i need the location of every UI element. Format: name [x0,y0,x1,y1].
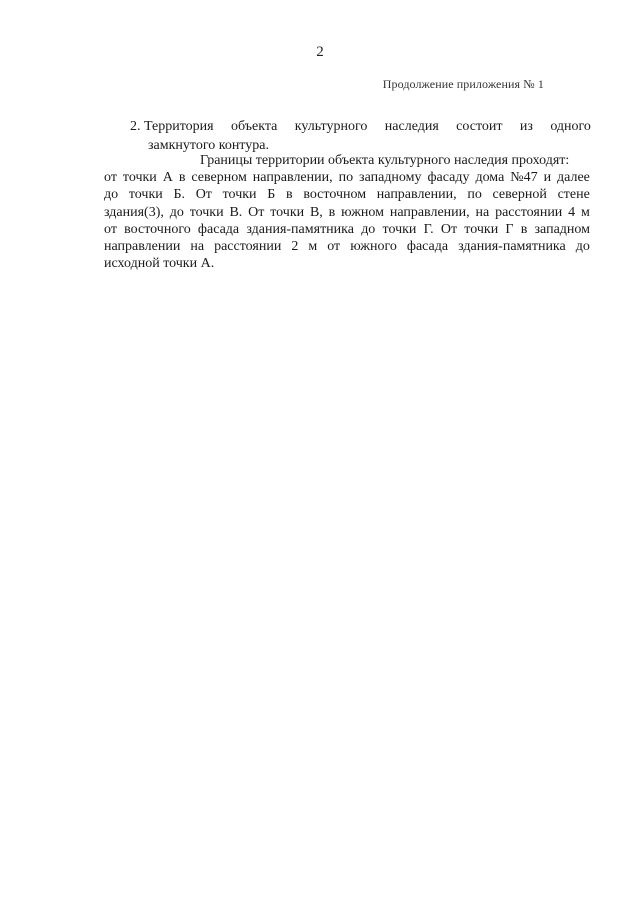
boundaries-word: м [581,204,590,220]
boundaries-word: до [169,204,184,220]
boundaries-word: северной [492,187,547,203]
item-word: Территория [144,119,214,134]
boundaries-word: расстоянии [214,239,282,255]
item-word: состоит [456,119,503,134]
boundaries-word: точки [222,187,257,203]
boundaries-word: северном [191,170,247,186]
boundaries-word: 2 [291,239,299,255]
boundaries-word: направлении [104,239,181,255]
boundaries-word: точки [122,170,157,186]
boundaries-word: до [104,187,119,203]
boundaries-word: От [195,187,212,203]
boundaries-word: в [285,187,293,203]
boundaries-word: в [178,170,186,186]
boundaries-word: направлении, [252,170,333,186]
boundaries-word: до [575,239,590,255]
boundaries-word: в [328,204,336,220]
boundaries-word: От [440,221,458,237]
boundaries-word: В. [229,204,243,220]
boundaries-word: От [248,204,265,220]
boundaries-line [104,169,590,186]
boundaries-word: дома [475,170,505,186]
boundaries-word: здания-памятника [458,239,566,255]
boundaries-line: Границы территории объекта культурного наследия проходят: [200,153,570,168]
boundaries-word: до [361,221,376,237]
boundaries-word: А [162,170,173,186]
boundaries-word: восточном [303,187,367,203]
boundaries-word: фасада [406,239,449,255]
boundaries-line [104,238,590,255]
boundaries-word: №47 [510,170,538,186]
boundaries-word: в [520,221,528,237]
boundaries-word: западному [359,170,422,186]
boundaries-word: стене [557,187,590,203]
item-word: объекта [230,119,278,134]
boundaries-word: точки [128,187,163,203]
boundaries-word: точки [270,204,305,220]
boundaries-word: В, [309,204,323,220]
boundaries-word: м [308,239,318,255]
boundaries-word: фасада [197,221,240,237]
boundaries-line [104,186,590,203]
boundaries-word: Г. [423,221,434,237]
boundaries-word: от [104,221,117,237]
item-word: из [519,119,533,134]
boundaries-word: точки [189,204,224,220]
boundaries-word: направлении, [376,187,457,203]
boundaries-word: на [475,204,490,220]
boundaries-word: по [467,187,482,203]
boundaries-word: Г [505,221,514,237]
page-number: 2 [316,44,324,60]
item-word: наследия [384,119,439,134]
boundaries-paragraph [104,152,590,272]
item-word: культурного [294,119,368,134]
boundaries-word: направлении, [389,204,470,220]
boundaries-word: южного [350,239,397,255]
boundaries-line [104,221,590,238]
boundaries-word: и [543,170,552,186]
boundaries-word: здания(3), [104,204,164,220]
item-word: одного [550,119,591,134]
boundaries-word: восточного [124,221,191,237]
boundaries-word: на [190,239,205,255]
boundaries-word: от [104,170,117,186]
boundaries-word: 4 [568,204,576,220]
item-2-number-and-first-word [130,118,214,137]
boundaries-word: точки [382,221,417,237]
boundaries-line: исходной точки А. [104,256,215,272]
boundaries-word: Б. [173,187,185,203]
boundaries-word: расстоянии [495,204,563,220]
boundaries-line [104,204,590,221]
boundaries-word: далее [557,170,590,186]
continuation-header: Продолжение приложения № 1 [382,77,544,91]
boundaries-word: здания-памятника [246,221,354,237]
boundaries-word: западном [534,221,590,237]
item-2-paragraph [130,118,591,155]
item-2-line-2: замкнутого контура. [148,137,269,153]
boundaries-word: Б [267,187,276,203]
boundaries-word: от [327,239,341,255]
item-2-line-1 [130,118,591,137]
boundaries-word: по [338,170,354,186]
item-number: 2. [130,119,141,134]
boundaries-word: точки [464,221,499,237]
boundaries-word: южном [341,204,384,220]
boundaries-word: фасаду [427,170,470,186]
